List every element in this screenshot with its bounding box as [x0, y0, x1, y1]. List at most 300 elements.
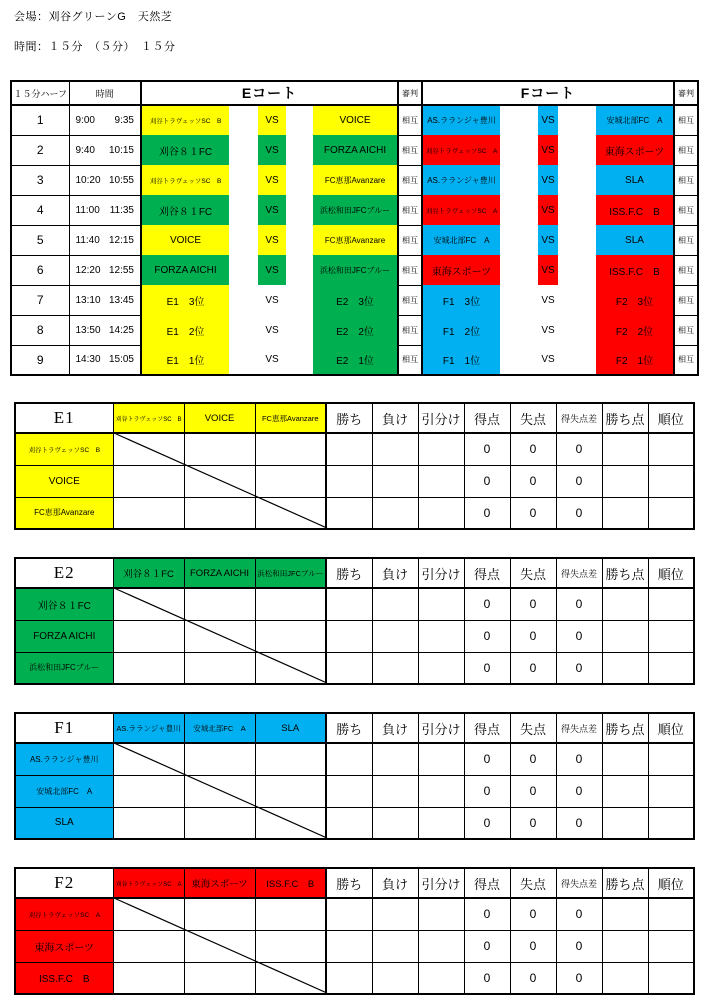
match-result-cell: [113, 743, 184, 775]
f-home-team-cell: 刈谷トラヴェッソSC A: [422, 135, 500, 165]
f-referee-cell: 相互: [674, 105, 698, 135]
schedule-row: [11, 315, 698, 345]
time-cell: [69, 195, 141, 225]
match-result-cell: [113, 652, 184, 684]
f-referee-cell: 相互: [674, 165, 698, 195]
e-vs-label: VS: [265, 294, 279, 306]
f-gap: [500, 135, 538, 165]
f-gap: [558, 315, 596, 345]
stat-value-cell: [326, 775, 372, 807]
e-away-team-cell: E2 1位: [313, 345, 398, 375]
time-cell: [69, 345, 141, 375]
team-name-cell: 浜松和田JFCブルー: [15, 652, 113, 684]
match-result-cell: [255, 433, 326, 465]
e-gap: [286, 285, 313, 315]
match-result-cell: [184, 620, 255, 652]
stat-header-cell: 得失点差: [556, 403, 602, 433]
match-result-cell: [255, 807, 326, 839]
league-header-row: [15, 558, 694, 588]
match-result-cell: [184, 433, 255, 465]
schedule-row: [11, 135, 698, 165]
opponent-header-cell: VOICE: [184, 403, 255, 433]
venue-line: 会場：刈谷グリーンG 天然芝: [14, 11, 173, 23]
league-row: [15, 433, 694, 465]
time-cell: [69, 225, 141, 255]
schedule-table: [10, 80, 699, 376]
stat-value-cell: 0: [556, 465, 602, 497]
schedule-row: [11, 165, 698, 195]
e-gap: [286, 345, 313, 375]
e-gap: [286, 255, 313, 285]
stat-value-cell: 0: [510, 807, 556, 839]
stat-value-cell: 0: [556, 775, 602, 807]
start-time: 9:00: [75, 114, 95, 126]
stat-value-cell: [418, 620, 464, 652]
opponent-header-cell: 東海スポーツ: [184, 868, 255, 898]
schedule-row: [11, 105, 698, 135]
stat-value-cell: [602, 898, 648, 930]
e-gap: [286, 225, 313, 255]
league-label: E2: [15, 558, 113, 588]
e-gap: [286, 315, 313, 345]
league-table-f2: [14, 867, 694, 993]
referee-header-e: 審判: [398, 81, 422, 105]
stat-value-cell: [372, 962, 418, 994]
stat-value-cell: 0: [464, 433, 510, 465]
time-cell: [69, 105, 141, 135]
f-home-team-cell: 刈谷トラヴェッソSC A: [422, 195, 500, 225]
stat-header-cell: 負け: [372, 558, 418, 588]
match-number: 1: [11, 105, 69, 135]
team-name-cell: 刈谷８１FC: [15, 588, 113, 620]
opponent-header-cell: FC恵那Avanzare: [255, 403, 326, 433]
stat-header-cell: 引分け: [418, 558, 464, 588]
e-gap: [229, 285, 258, 315]
stat-header-cell: 勝ち: [326, 403, 372, 433]
match-result-cell: [113, 433, 184, 465]
stat-value-cell: [648, 807, 694, 839]
e-home-team-cell: E1 3位: [141, 285, 229, 315]
stat-value-cell: [648, 588, 694, 620]
f-vs-label: VS: [538, 225, 558, 255]
match-duration-line: 時間：１５分 （５分） １５分: [14, 41, 176, 53]
f-away-team-cell: ISS.F.C B: [596, 195, 674, 225]
stat-value-cell: [602, 775, 648, 807]
time-range: [70, 235, 141, 246]
stat-value-cell: [602, 930, 648, 962]
stat-value-cell: [648, 743, 694, 775]
stat-value-cell: [602, 433, 648, 465]
stat-header-cell: 失点: [510, 713, 556, 743]
start-time: 14:30: [75, 354, 101, 366]
stat-header-cell: 負け: [372, 403, 418, 433]
league-label: E1: [15, 403, 113, 433]
time-cell: [69, 135, 141, 165]
e-vs-label: VS: [258, 255, 286, 285]
stat-value-cell: 0: [556, 807, 602, 839]
e-referee-cell: 相互: [398, 315, 422, 345]
stat-value-cell: [326, 433, 372, 465]
match-result-cell: [113, 898, 184, 930]
team-name-cell: 安城北部FC A: [15, 775, 113, 807]
match-result-cell: [184, 930, 255, 962]
e-referee-cell: 相互: [398, 345, 422, 375]
match-number: 7: [11, 285, 69, 315]
f-vs-label: VS: [541, 294, 555, 306]
league-row: [15, 898, 694, 930]
opponent-header-cell: 安城北部FC A: [184, 713, 255, 743]
f-gap: [558, 225, 596, 255]
stat-value-cell: [418, 465, 464, 497]
schedule-row: [11, 225, 698, 255]
league-row: [15, 743, 694, 775]
stat-value-cell: 0: [510, 775, 556, 807]
league-table: [14, 402, 695, 530]
stat-header-cell: 順位: [648, 558, 694, 588]
team-name-cell: ISS.F.C B: [15, 962, 113, 994]
stat-header-cell: 勝ち点: [602, 868, 648, 898]
f-away-team-cell: F2 2位: [596, 315, 674, 345]
start-time: 10:20: [75, 174, 101, 186]
f-home-team-cell: F1 1位: [422, 345, 500, 375]
stat-value-cell: 0: [510, 620, 556, 652]
f-referee-cell: 相互: [674, 135, 698, 165]
match-result-cell: [184, 807, 255, 839]
schedule-row: [11, 345, 698, 375]
start-time: 9:40: [75, 144, 95, 156]
f-vs-label: VS: [538, 135, 558, 165]
e-away-team-cell: E2 3位: [313, 285, 398, 315]
stat-value-cell: [648, 465, 694, 497]
stat-header-cell: 得点: [464, 713, 510, 743]
stat-value-cell: [372, 775, 418, 807]
stat-header-cell: 勝ち: [326, 868, 372, 898]
time-cell: [69, 285, 141, 315]
match-result-cell: [113, 465, 184, 497]
stat-value-cell: [326, 807, 372, 839]
stat-value-cell: 0: [464, 898, 510, 930]
stat-value-cell: [418, 433, 464, 465]
stat-value-cell: [372, 465, 418, 497]
stat-value-cell: [418, 775, 464, 807]
stat-value-cell: 0: [464, 588, 510, 620]
stat-header-cell: 得失点差: [556, 868, 602, 898]
stat-header-cell: 得失点差: [556, 558, 602, 588]
stat-value-cell: 0: [510, 652, 556, 684]
f-gap: [500, 195, 538, 225]
start-time: 11:40: [75, 234, 100, 246]
stat-value-cell: [602, 620, 648, 652]
stat-value-cell: 0: [556, 930, 602, 962]
match-result-cell: [184, 465, 255, 497]
opponent-header-cell: 浜松和田JFCブルー: [255, 558, 326, 588]
start-time: 13:50: [75, 324, 101, 336]
stat-value-cell: 0: [464, 807, 510, 839]
referee-header-f: 審判: [674, 81, 698, 105]
f-vs-label: VS: [538, 105, 558, 135]
f-away-team-cell: 安城北部FC A: [596, 105, 674, 135]
match-result-cell: [184, 743, 255, 775]
stat-header-cell: 失点: [510, 558, 556, 588]
opponent-header-cell: AS.ラランジャ豊川: [113, 713, 184, 743]
league-row: [15, 962, 694, 994]
league-table-f1: [14, 712, 694, 838]
league-row: [15, 497, 694, 529]
league-row: [15, 620, 694, 652]
stat-value-cell: [372, 898, 418, 930]
e-away-team-cell: VOICE: [313, 105, 398, 135]
e-home-team-cell: 刈谷トラヴェッソSC B: [141, 105, 229, 135]
league-table: [14, 712, 695, 840]
stat-value-cell: [602, 962, 648, 994]
match-result-cell: [184, 588, 255, 620]
opponent-header-cell: 刈谷８１FC: [113, 558, 184, 588]
court-e-header: Eコート: [141, 81, 398, 105]
e-gap: [229, 315, 258, 345]
e-gap: [229, 165, 258, 195]
e-vs-label: VS: [258, 105, 286, 135]
stat-value-cell: [602, 588, 648, 620]
e-referee-cell: 相互: [398, 225, 422, 255]
match-result-cell: [255, 652, 326, 684]
f-referee-cell: 相互: [674, 255, 698, 285]
end-time: 12:15: [108, 234, 134, 246]
stat-value-cell: [372, 433, 418, 465]
f-gap: [558, 285, 596, 315]
team-name-cell: FC恵那Avanzare: [15, 497, 113, 529]
f-gap: [500, 105, 538, 135]
schedule-row: [11, 255, 698, 285]
stat-header-cell: 勝ち点: [602, 713, 648, 743]
e-home-team-cell: 刈谷８１FC: [141, 135, 229, 165]
e-referee-cell: 相互: [398, 285, 422, 315]
f-referee-cell: 相互: [674, 345, 698, 375]
opponent-header-cell: 刈谷トラヴェッソSC A: [113, 868, 184, 898]
stat-value-cell: 0: [464, 497, 510, 529]
league-label: F1: [15, 713, 113, 743]
time-range: [70, 325, 141, 336]
e-away-team-cell: FC恵那Avanzare: [313, 165, 398, 195]
f-referee-cell: 相互: [674, 195, 698, 225]
end-time: 9:35: [114, 114, 134, 126]
stat-value-cell: 0: [510, 962, 556, 994]
schedule-row: [11, 195, 698, 225]
e-referee-cell: 相互: [398, 195, 422, 225]
stat-value-cell: 0: [556, 743, 602, 775]
match-number: 3: [11, 165, 69, 195]
stat-value-cell: [326, 930, 372, 962]
stat-header-cell: 順位: [648, 403, 694, 433]
match-number: 2: [11, 135, 69, 165]
stat-value-cell: [602, 497, 648, 529]
stat-value-cell: [648, 962, 694, 994]
league-table: [14, 557, 695, 685]
league-table: [14, 867, 695, 995]
stat-header-cell: 勝ち点: [602, 403, 648, 433]
stat-value-cell: [326, 588, 372, 620]
stat-value-cell: 0: [556, 433, 602, 465]
stat-value-cell: [372, 588, 418, 620]
match-number: 8: [11, 315, 69, 345]
schedule-row: [11, 285, 698, 315]
league-label: F2: [15, 868, 113, 898]
end-time: 14:25: [108, 324, 134, 336]
end-time: 15:05: [108, 354, 134, 366]
start-time: 11:00: [75, 204, 100, 216]
match-result-cell: [255, 930, 326, 962]
end-time: 13:45: [108, 294, 134, 306]
f-gap: [500, 255, 538, 285]
e-gap: [286, 135, 313, 165]
stat-value-cell: [372, 652, 418, 684]
stat-value-cell: [418, 807, 464, 839]
e-vs-label: VS: [265, 324, 279, 336]
stat-value-cell: [372, 620, 418, 652]
f-home-team-cell: F1 3位: [422, 285, 500, 315]
f-vs-label: VS: [538, 255, 558, 285]
team-name-cell: FORZA AICHI: [15, 620, 113, 652]
e-home-team-cell: E1 1位: [141, 345, 229, 375]
stat-header-cell: 勝ち: [326, 558, 372, 588]
stat-value-cell: 0: [510, 930, 556, 962]
match-result-cell: [255, 588, 326, 620]
e-away-team-cell: FC恵那Avanzare: [313, 225, 398, 255]
match-result-cell: [255, 620, 326, 652]
time-range: [70, 265, 141, 276]
stat-value-cell: [372, 807, 418, 839]
stat-value-cell: [418, 497, 464, 529]
stat-value-cell: [418, 743, 464, 775]
end-time: 12:55: [108, 264, 134, 276]
stat-value-cell: [372, 930, 418, 962]
f-away-team-cell: SLA: [596, 165, 674, 195]
e-referee-cell: 相互: [398, 135, 422, 165]
league-row: [15, 775, 694, 807]
stat-value-cell: [372, 497, 418, 529]
e-referee-cell: 相互: [398, 105, 422, 135]
e-gap: [229, 105, 258, 135]
stat-value-cell: [372, 743, 418, 775]
stat-value-cell: 0: [464, 775, 510, 807]
match-result-cell: [113, 807, 184, 839]
e-away-team-cell: 浜松和田JFCブルー: [313, 195, 398, 225]
time-range: [70, 145, 141, 156]
match-result-cell: [255, 775, 326, 807]
stat-value-cell: [648, 898, 694, 930]
time-range: [70, 115, 141, 126]
stat-value-cell: 0: [464, 620, 510, 652]
match-number: 6: [11, 255, 69, 285]
match-number: 5: [11, 225, 69, 255]
e-vs-label: VS: [258, 165, 286, 195]
stat-value-cell: 0: [556, 497, 602, 529]
stat-header-cell: 勝ち点: [602, 558, 648, 588]
stat-value-cell: [648, 620, 694, 652]
schedule-header-row: [11, 81, 698, 105]
stat-header-cell: 順位: [648, 713, 694, 743]
stat-value-cell: [326, 898, 372, 930]
f-gap: [500, 225, 538, 255]
opponent-header-cell: FORZA AICHI: [184, 558, 255, 588]
stat-value-cell: 0: [556, 652, 602, 684]
stat-value-cell: [418, 898, 464, 930]
league-row: [15, 465, 694, 497]
league-table-e1: [14, 402, 694, 528]
e-home-team-cell: 刈谷トラヴェッソSC B: [141, 165, 229, 195]
match-result-cell: [184, 497, 255, 529]
match-result-cell: [255, 962, 326, 994]
stat-value-cell: [602, 652, 648, 684]
stat-header-cell: 得失点差: [556, 713, 602, 743]
f-referee-cell: 相互: [674, 315, 698, 345]
time-range: [70, 354, 141, 365]
start-time: 12:20: [75, 264, 101, 276]
stat-value-cell: [326, 962, 372, 994]
stat-value-cell: 0: [464, 652, 510, 684]
f-away-team-cell: F2 3位: [596, 285, 674, 315]
f-vs-label: VS: [538, 195, 558, 225]
team-name-cell: VOICE: [15, 465, 113, 497]
stat-header-cell: 失点: [510, 868, 556, 898]
stat-value-cell: [326, 652, 372, 684]
start-time: 13:10: [75, 294, 101, 306]
match-result-cell: [255, 898, 326, 930]
f-home-team-cell: F1 2位: [422, 315, 500, 345]
stat-value-cell: [648, 497, 694, 529]
stat-value-cell: 0: [556, 588, 602, 620]
match-number: 9: [11, 345, 69, 375]
stat-value-cell: 0: [510, 433, 556, 465]
f-gap: [558, 195, 596, 225]
stat-header-cell: 引分け: [418, 868, 464, 898]
e-referee-cell: 相互: [398, 255, 422, 285]
f-gap: [558, 165, 596, 195]
f-gap: [500, 285, 538, 315]
stat-value-cell: [648, 652, 694, 684]
team-name-cell: AS.ラランジャ豊川: [15, 743, 113, 775]
match-result-cell: [255, 497, 326, 529]
stat-value-cell: 0: [464, 465, 510, 497]
league-header-row: [15, 868, 694, 898]
stat-header-cell: 引分け: [418, 713, 464, 743]
time-range: [70, 205, 141, 216]
team-name-cell: 刈谷トラヴェッソSC A: [15, 898, 113, 930]
opponent-header-cell: SLA: [255, 713, 326, 743]
stat-value-cell: [418, 930, 464, 962]
stat-value-cell: 0: [556, 962, 602, 994]
e-gap: [229, 345, 258, 375]
stat-value-cell: 0: [510, 497, 556, 529]
f-vs-label: VS: [541, 324, 555, 336]
league-row: [15, 652, 694, 684]
stat-value-cell: 0: [510, 588, 556, 620]
stat-header-cell: 負け: [372, 713, 418, 743]
e-vs-label: VS: [258, 195, 286, 225]
stat-value-cell: 0: [510, 898, 556, 930]
match-number: 4: [11, 195, 69, 225]
time-cell: [69, 315, 141, 345]
match-result-cell: [113, 620, 184, 652]
f-away-team-cell: F2 1位: [596, 345, 674, 375]
stat-value-cell: 0: [510, 465, 556, 497]
e-gap: [286, 195, 313, 225]
f-vs-label: VS: [541, 354, 555, 365]
stat-header-cell: 失点: [510, 403, 556, 433]
league-table-e2: [14, 557, 694, 683]
stat-value-cell: [648, 930, 694, 962]
f-referee-cell: 相互: [674, 285, 698, 315]
time-range: [70, 175, 141, 186]
